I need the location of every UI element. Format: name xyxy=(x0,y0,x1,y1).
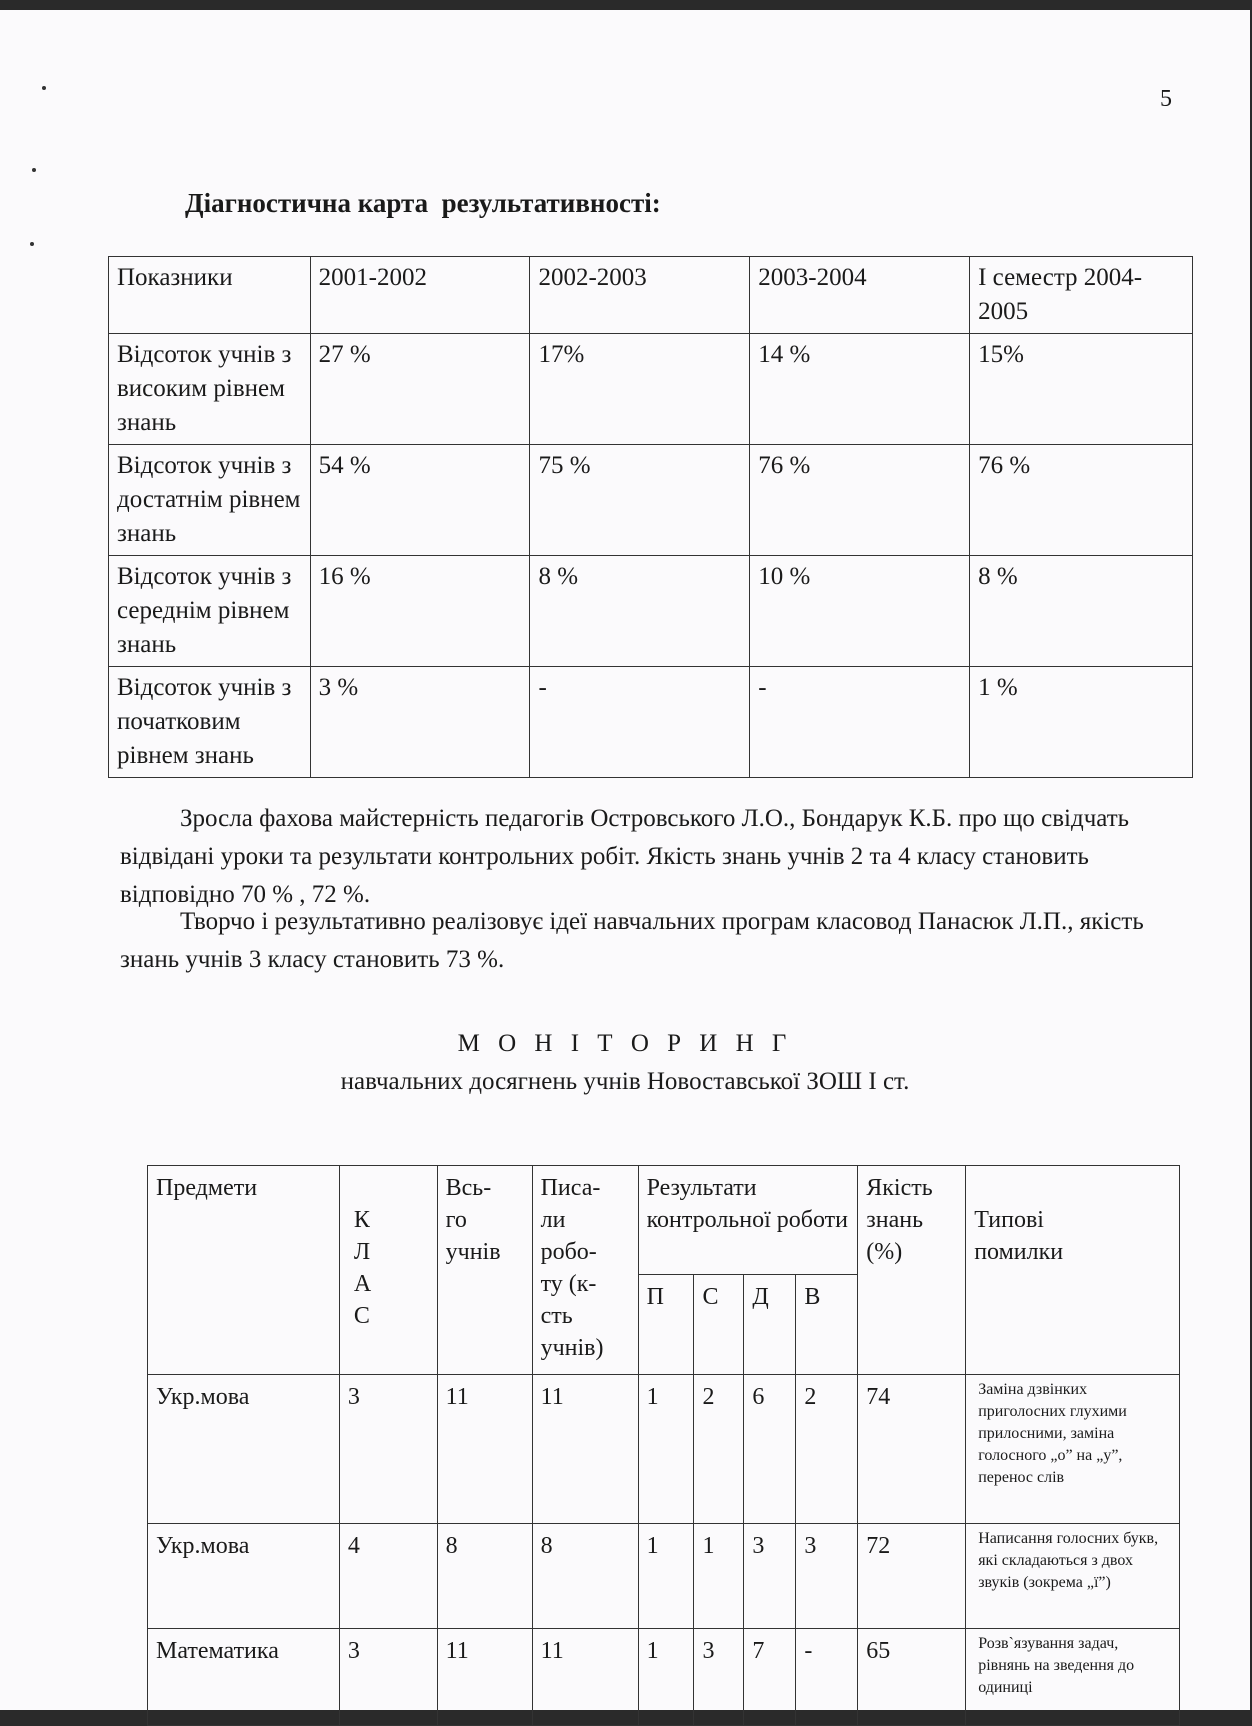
cell-subject: Укр.мова xyxy=(148,1375,340,1524)
cell-total: 8 xyxy=(437,1524,532,1629)
cell-v: - xyxy=(796,1629,858,1726)
cell-s: 3 xyxy=(694,1629,744,1726)
table-row xyxy=(109,445,1193,556)
row-label: Відсоток учнів з початковим рівнем знань xyxy=(109,667,311,778)
header-cell: 2003-2004 xyxy=(750,257,970,334)
table-cell: 76 % xyxy=(750,445,970,556)
header-subjects: Предмети xyxy=(148,1166,340,1375)
cell-quality: 65 xyxy=(858,1629,966,1726)
header-cell: 2001-2002 xyxy=(310,257,530,334)
monitoring-subtitle: навчальних досягнень учнів Новоставської ЗОШ І ст. xyxy=(340,1068,910,1095)
table-cell: 3 % xyxy=(310,667,530,778)
row-label: Відсоток учнів з достатнім рівнем знань xyxy=(109,445,311,556)
table-cell: 17% xyxy=(530,334,750,445)
header-total-label: Всь- го учнів xyxy=(445,1175,501,1265)
cell-quality: 72 xyxy=(858,1524,966,1629)
document-page xyxy=(0,10,1250,1710)
header-cell: 2002-2003 xyxy=(530,257,750,334)
cell-class: 3 xyxy=(339,1375,437,1524)
row-label: Відсоток учнів з високим рівнем знань xyxy=(109,334,311,445)
cell-errors: Заміна дзвінких приголосних глухими прилосними, заміна голосного „о” на „у”, перенос слів xyxy=(966,1375,1180,1524)
cell-s: 2 xyxy=(694,1375,744,1524)
cell-d: 3 xyxy=(744,1524,796,1629)
header-wrote-label: Писа- ли робо- ту (к-сть учнів) xyxy=(540,1175,604,1361)
table-header-row xyxy=(148,1166,1180,1275)
cell-wrote: 8 xyxy=(532,1524,638,1629)
table-cell: 75 % xyxy=(530,445,750,556)
header-errors-label: Типові помилки xyxy=(974,1207,1064,1265)
cell-wrote: 11 xyxy=(532,1629,638,1726)
cell-v: 3 xyxy=(796,1524,858,1629)
header-v: В xyxy=(796,1275,858,1375)
table-cell: 15% xyxy=(970,334,1193,445)
header-class-label: К Л А С xyxy=(353,1207,372,1329)
cell-class: 3 xyxy=(339,1629,437,1726)
cell-s: 1 xyxy=(694,1524,744,1629)
table-cell: 8 % xyxy=(530,556,750,667)
cell-d: 6 xyxy=(744,1375,796,1524)
cell-errors: Написання голосних букв, які складаються з двох звуків (зокрема „ї”) xyxy=(966,1524,1180,1629)
header-p: П xyxy=(638,1275,694,1375)
header-wrote-work xyxy=(532,1166,638,1375)
cell-subject: Укр.мова xyxy=(148,1524,340,1629)
header-quality xyxy=(858,1166,966,1375)
cell-p: 1 xyxy=(638,1629,694,1726)
table-cell: 10 % xyxy=(750,556,970,667)
monitoring-table xyxy=(147,1165,1180,1726)
cell-total: 11 xyxy=(437,1629,532,1726)
cell-v: 2 xyxy=(796,1375,858,1524)
table-row xyxy=(109,334,1193,445)
page-number: 5 xyxy=(1160,86,1172,112)
table-row xyxy=(109,667,1193,778)
scan-speck xyxy=(30,242,34,246)
row-label: Відсоток учнів з середнім рівнем знань xyxy=(109,556,311,667)
table-cell: - xyxy=(530,667,750,778)
cell-class: 4 xyxy=(339,1524,437,1629)
table-row xyxy=(148,1524,1180,1629)
paragraph: Творчо і результативно реалізовує ідеї навчальних програм класовод Панасюк Л.П., якість знань учнів 3 класу становить 73 %. xyxy=(120,908,1144,973)
cell-p: 1 xyxy=(638,1375,694,1524)
cell-errors: Розв`язування задач, рівнянь на зведення до одиниці xyxy=(966,1629,1180,1726)
table-row xyxy=(109,556,1193,667)
table-row xyxy=(148,1375,1180,1524)
scan-speck xyxy=(42,86,46,90)
table-header-row xyxy=(109,257,1193,334)
cell-wrote: 11 xyxy=(532,1375,638,1524)
cell-quality: 74 xyxy=(858,1375,966,1524)
table-cell: 1 % xyxy=(970,667,1193,778)
table-cell: 16 % xyxy=(310,556,530,667)
header-cell: І семестр 2004-2005 xyxy=(970,257,1193,334)
paragraph: Зросла фахова майстерність педагогів Островського Л.О., Бондарук К.Б. про що свідчать відвідані уроки та результати контрольних робіт. Якість знань учнів 2 та 4 класу становить відповідно 70 % , 72 %. xyxy=(120,805,1130,908)
table-cell: 76 % xyxy=(970,445,1193,556)
table-cell: 54 % xyxy=(310,445,530,556)
header-d: Д xyxy=(744,1275,796,1375)
table-cell: - xyxy=(750,667,970,778)
header-typical-errors xyxy=(966,1166,1180,1375)
header-total-students xyxy=(437,1166,532,1375)
cell-subject: Математика xyxy=(148,1629,340,1726)
monitoring-title: М О Н І Т О Р И Н Г xyxy=(457,1030,793,1057)
cell-d: 7 xyxy=(744,1629,796,1726)
cell-p: 1 xyxy=(638,1524,694,1629)
table-row xyxy=(148,1629,1180,1726)
header-cell: Показники xyxy=(109,257,311,334)
diagnostic-title: Діагностична карта результативності: xyxy=(185,188,661,218)
header-results: Результати контрольної роботи xyxy=(638,1166,858,1275)
table-cell: 27 % xyxy=(310,334,530,445)
scan-speck xyxy=(32,168,36,172)
header-s: С xyxy=(694,1275,744,1375)
table-cell: 14 % xyxy=(750,334,970,445)
diagnostic-table xyxy=(108,256,1193,778)
header-class xyxy=(339,1166,437,1375)
header-quality-label: Якість знань (%) xyxy=(866,1175,933,1265)
table-cell: 8 % xyxy=(970,556,1193,667)
cell-total: 11 xyxy=(437,1375,532,1524)
